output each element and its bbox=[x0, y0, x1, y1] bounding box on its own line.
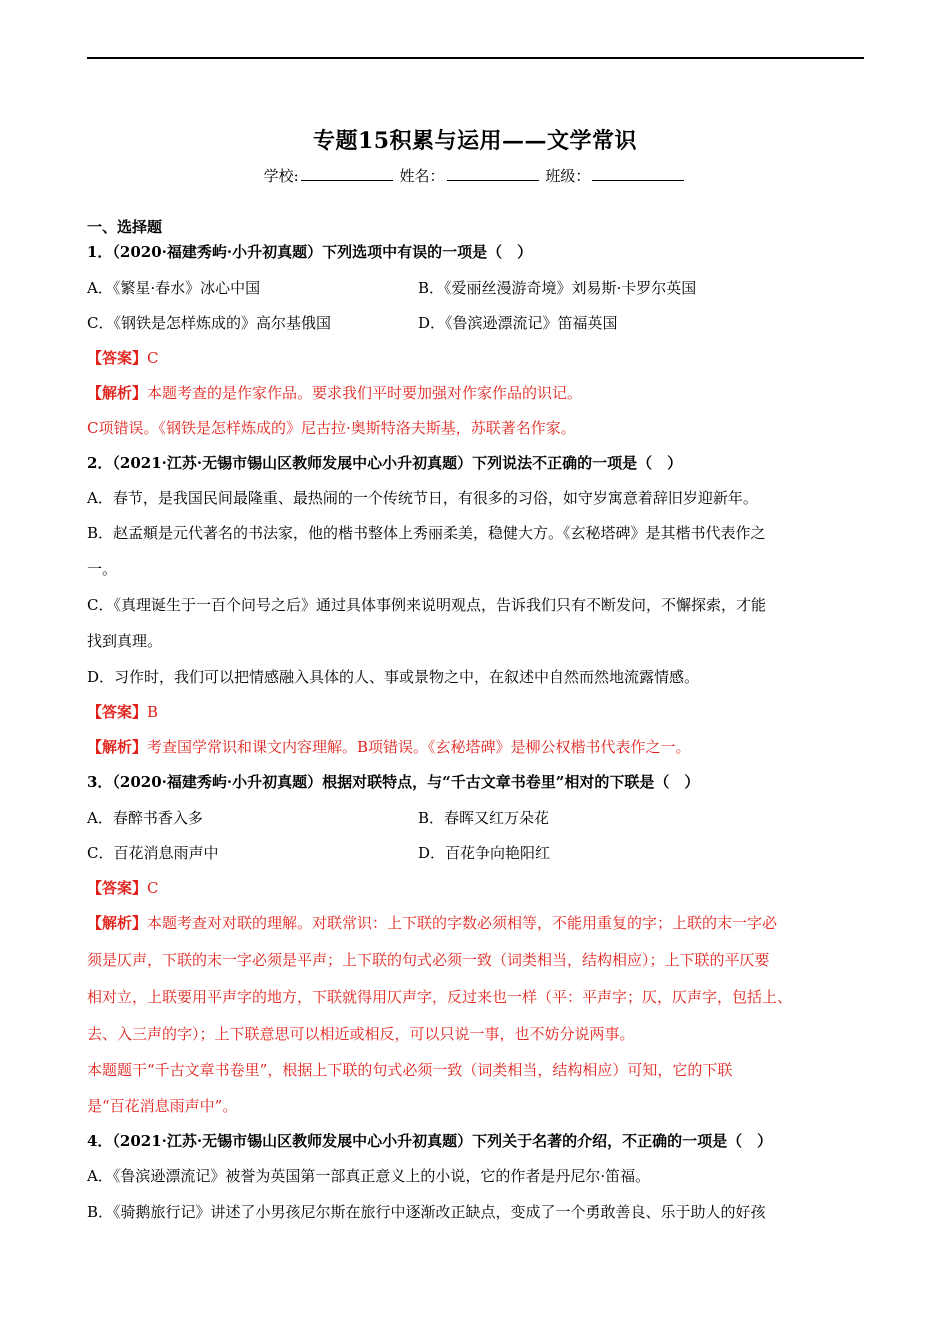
analysis-tag: 【解析】 bbox=[87, 738, 148, 756]
question-3-analysis-line-6: 是“百花消息雨声中”。 bbox=[87, 1097, 238, 1115]
question-1-analysis-line-2: C项错误。《钢铁是怎样炼成的》尼古拉·奥斯特洛夫斯基，苏联著名作家。 bbox=[87, 419, 576, 437]
question-1-analysis bbox=[87, 383, 582, 403]
question-4-option-a: A．《鲁滨逊漂流记》被誉为英国第一部真正意义上的小说，它的作者是丹尼尔·笛福。 bbox=[87, 1167, 651, 1185]
answer-tag: 【答案】 bbox=[87, 879, 148, 897]
school-label: 学校: bbox=[263, 167, 299, 185]
analysis-text: 本题考查对对联的理解。对联常识：上下联的字数必须相等，不能用重复的字；上联的末一字必 bbox=[147, 914, 778, 932]
question-3-stem: 3．（2020·福建秀屿·小升初真题）根据对联特点，与“千古文章书卷里”相对的下联是（ ） bbox=[87, 773, 700, 791]
answer-value: C bbox=[147, 349, 159, 367]
name-label: 姓名： bbox=[399, 167, 445, 185]
question-2-answer bbox=[87, 702, 158, 722]
question-3-analysis-line-3: 相对立，上联要用平声字的地方，下联就得用仄声字，反过来也一样（平：平声字；仄，仄声字，包括上、 bbox=[87, 988, 793, 1006]
question-3-analysis-line-5: 本题题干“千古文章书卷里”，根据上下联的句式必须一致（词类相当，结构相应）可知，它的下联 bbox=[87, 1061, 733, 1079]
class-label: 班级： bbox=[545, 167, 591, 185]
answer-value: C bbox=[147, 879, 159, 897]
question-2-option-c: C．《真理诞生于一百个问号之后》通过具体事例来说明观点，告诉我们只有不断发问，不懈探索，才能 bbox=[87, 596, 766, 614]
class-field[interactable] bbox=[592, 166, 684, 181]
question-1-option-b: B．《爱丽丝漫游奇境》刘易斯·卡罗尔英国 bbox=[418, 279, 697, 297]
question-3-analysis-line-4: 去、入三声的字）；上下联意思可以相近或相反，可以只说一事，也不妨分说两事。 bbox=[87, 1025, 635, 1043]
header-rule bbox=[87, 57, 864, 59]
analysis-text: 考查国学常识和课文内容理解。B项错误。《玄秘塔碑》是柳公权楷书代表作之一。 bbox=[147, 738, 691, 756]
page-title: 专题15积累与运用——文学常识 bbox=[312, 128, 638, 154]
analysis-tag: 【解析】 bbox=[87, 384, 148, 402]
analysis-tag: 【解析】 bbox=[87, 914, 148, 932]
question-2-stem: 2．（2021·江苏·无锡市锡山区教师发展中心小升初真题）下列说法不正确的一项是（ ） bbox=[87, 454, 683, 472]
question-2-option-a: A．春节，是我国民间最隆重、最热闹的一个传统节日，有很多的习俗，如守岁寓意着辞旧岁迎新年。 bbox=[87, 489, 758, 507]
question-1-answer bbox=[87, 348, 159, 368]
answer-tag: 【答案】 bbox=[87, 703, 148, 721]
question-3-analysis-line-2: 须是仄声，下联的末一字必须是平声；上下联的句式必须一致（词类相当，结构相应）；上下联的平仄要 bbox=[87, 951, 770, 969]
question-1-option-a: A．《繁星·春水》冰心中国 bbox=[87, 279, 261, 297]
name-field[interactable] bbox=[447, 166, 539, 181]
school-field[interactable] bbox=[301, 166, 393, 181]
question-2-option-b-cont: 一。 bbox=[87, 560, 118, 578]
question-3-option-d: D．百花争向艳阳红 bbox=[418, 844, 551, 862]
question-2-option-d: D．习作时，我们可以把情感融入具体的人、事或景物之中，在叙述中自然而然地流露情感。 bbox=[87, 668, 700, 686]
answer-tag: 【答案】 bbox=[87, 349, 148, 367]
question-4-stem: 4．（2021·江苏·无锡市锡山区教师发展中心小升初真题）下列关于名著的介绍，不正确的一项是（ ） bbox=[87, 1132, 773, 1150]
question-3-option-b: B．春晖又红万朵花 bbox=[418, 809, 550, 827]
section-heading: 一、选择题 bbox=[87, 218, 163, 236]
student-info-fields bbox=[0, 165, 950, 186]
question-1-stem: 1．（2020·福建秀屿·小升初真题）下列选项中有误的一项是（ ） bbox=[87, 243, 533, 261]
analysis-text: 本题考查的是作家作品。要求我们平时要加强对作家作品的识记。 bbox=[147, 384, 583, 402]
question-3-option-c: C．百花消息雨声中 bbox=[87, 844, 219, 862]
answer-value: B bbox=[147, 703, 159, 721]
question-4-option-b: B．《骑鹅旅行记》讲述了小男孩尼尔斯在旅行中逐渐改正缺点，变成了一个勇敢善良、乐于助人的好孩 bbox=[87, 1203, 766, 1221]
question-3-answer bbox=[87, 878, 159, 898]
question-2-option-c-cont: 找到真理。 bbox=[87, 632, 163, 650]
question-1-option-c: C．《钢铁是怎样炼成的》高尔基俄国 bbox=[87, 314, 331, 332]
question-2-option-b: B．赵孟頫是元代著名的书法家，他的楷书整体上秀丽柔美，稳健大方。《玄秘塔碑》是其楷书代表作之 bbox=[87, 524, 766, 542]
question-1-option-d: D．《鲁滨逊漂流记》笛福英国 bbox=[418, 314, 618, 332]
question-3-option-a: A．春醉书香入多 bbox=[87, 809, 203, 827]
question-2-analysis bbox=[87, 737, 691, 757]
question-3-analysis bbox=[87, 913, 777, 933]
